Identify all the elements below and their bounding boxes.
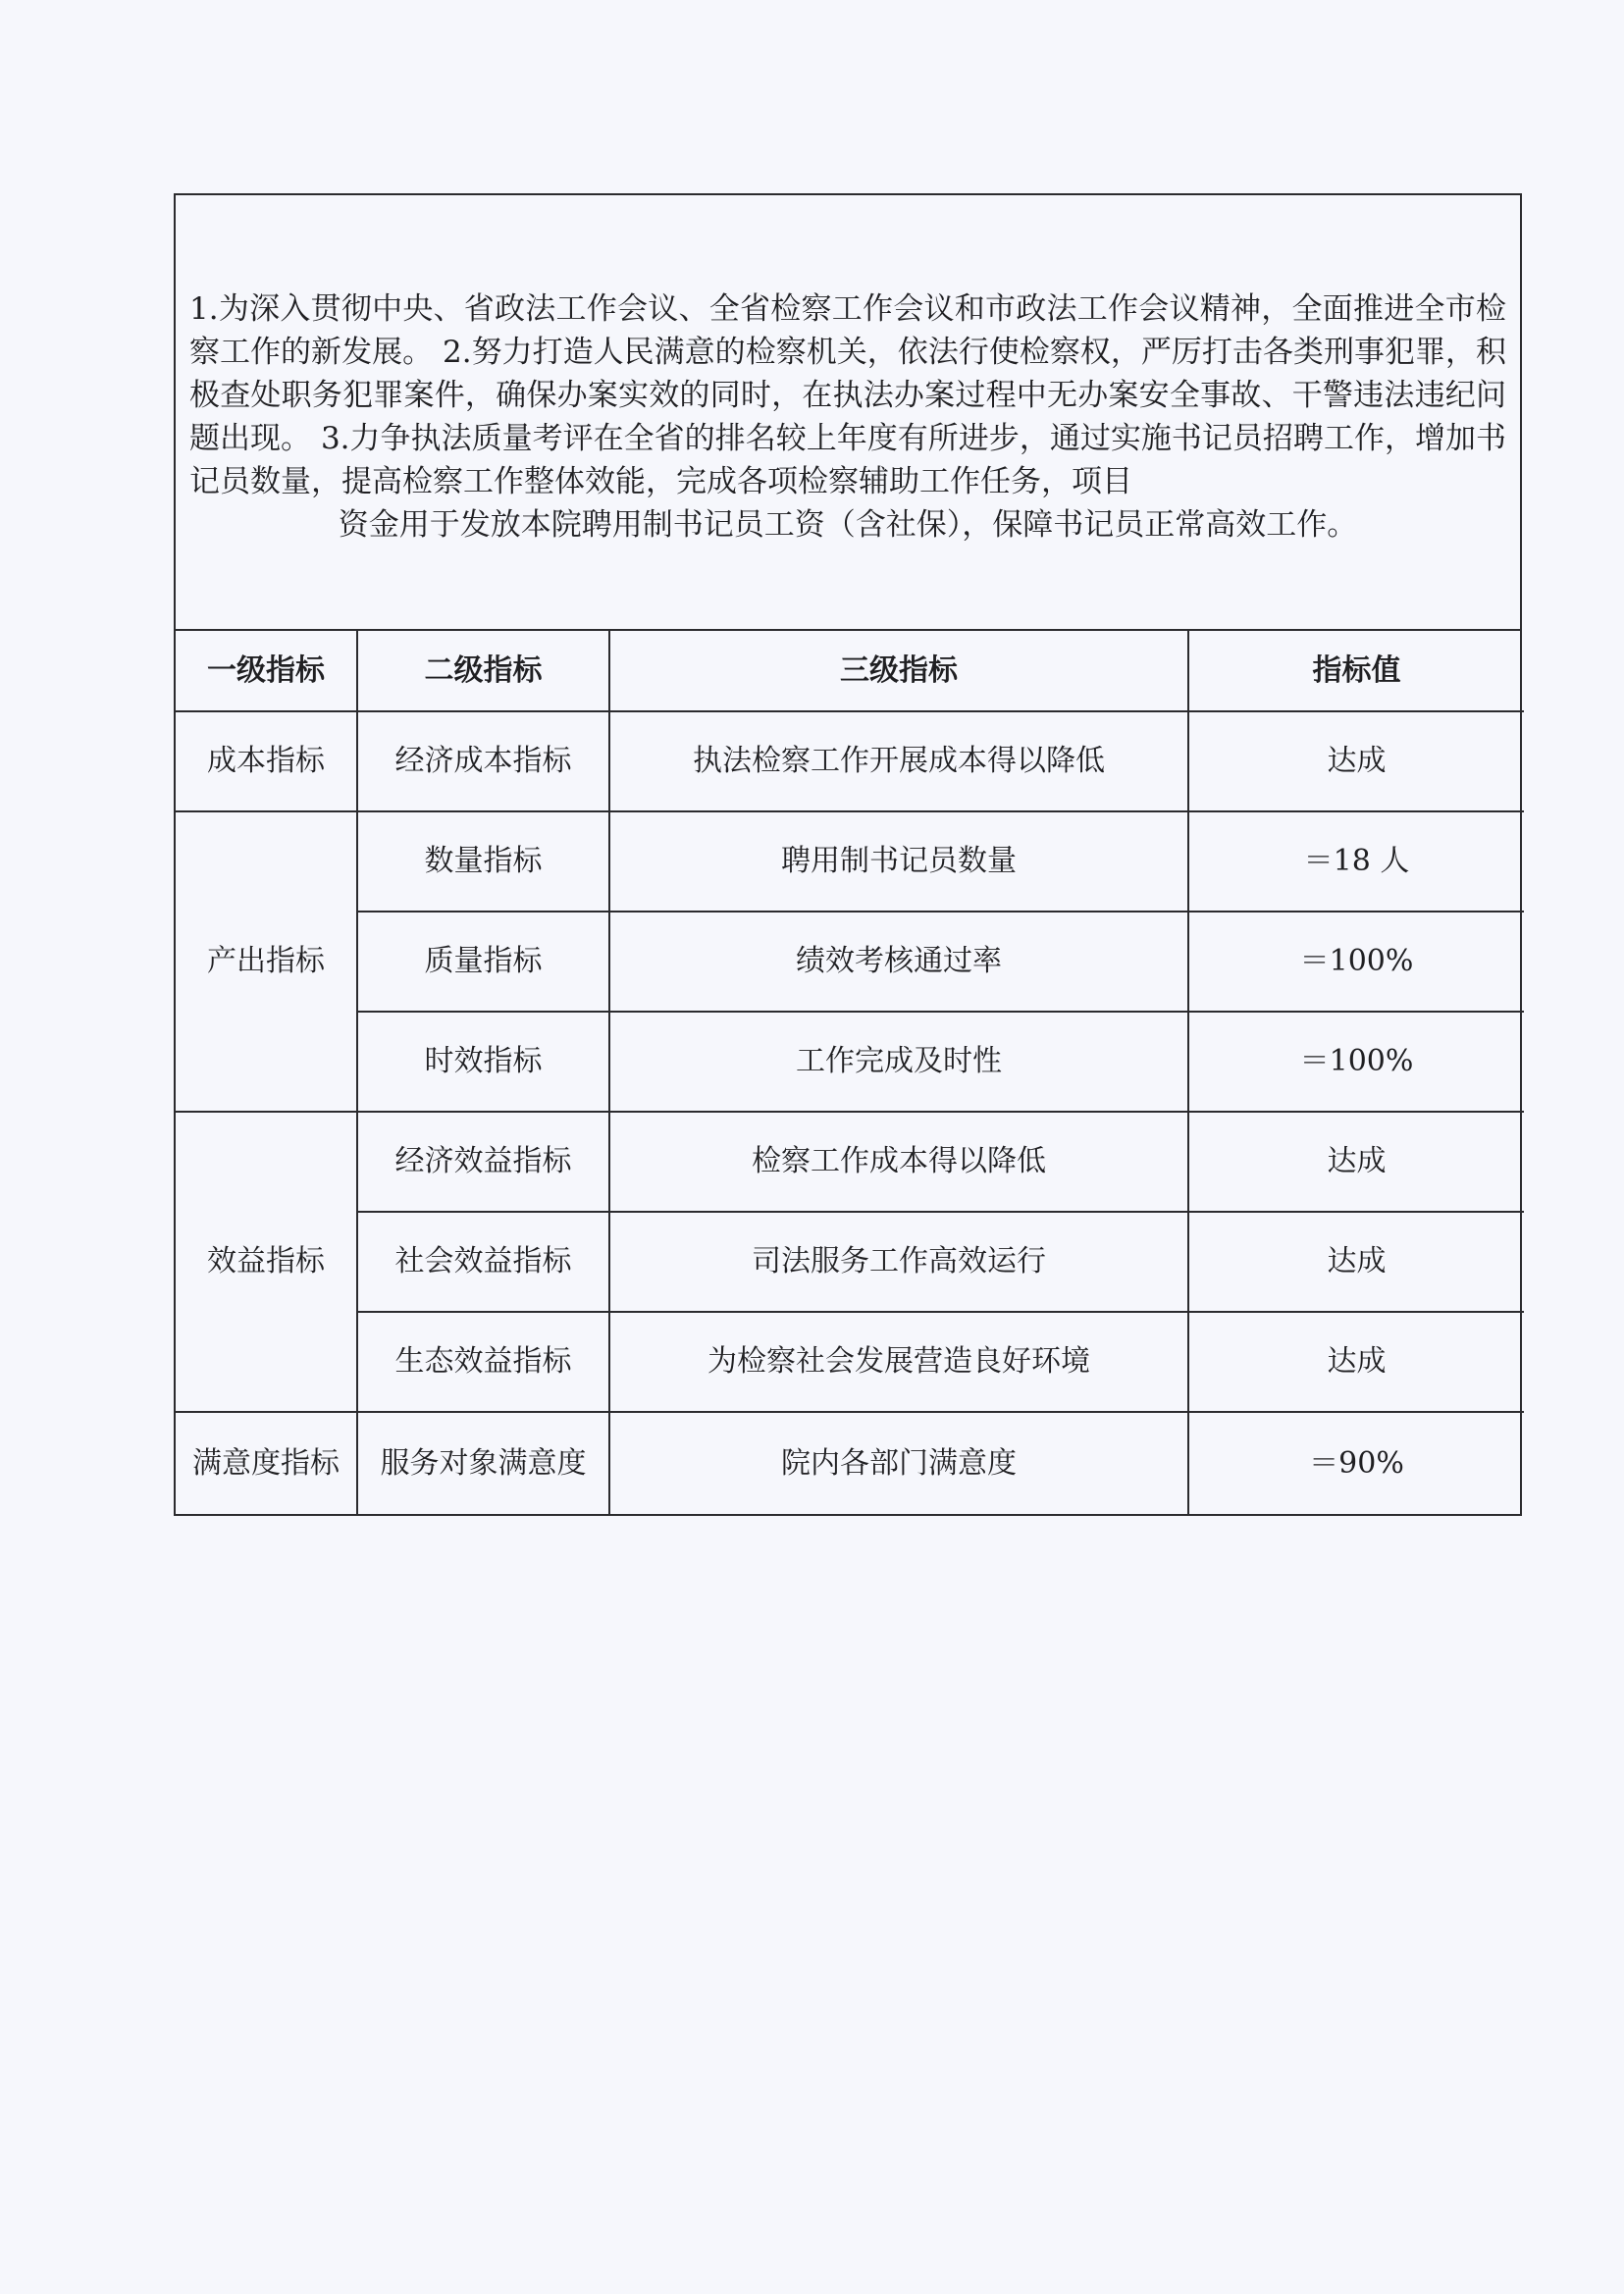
goals-description-cell [176, 195, 1520, 631]
table-header-row [176, 631, 1524, 711]
level2-cell: 数量指标 [357, 811, 609, 912]
level2-cell: 经济效益指标 [357, 1112, 609, 1212]
value-cell: 达成 [1188, 1212, 1524, 1312]
value-cell: ＝100% [1188, 1012, 1524, 1112]
level3-cell: 为检察社会发展营造良好环境 [609, 1312, 1188, 1412]
indicator-table [176, 631, 1524, 1514]
level3-cell: 司法服务工作高效运行 [609, 1212, 1188, 1312]
value-cell: 达成 [1188, 1112, 1524, 1212]
value-cell: ＝18 人 [1188, 811, 1524, 912]
goal-paragraph-2: 2.努力打造人民满意的检察机关，依法行使检察权，严厉打击各类刑事犯罪，积极查处职务犯罪案件，确保办案实效的同时，在执法办案过程中无办案安全事故、干警违法违纪问题出现。 [189, 335, 1507, 456]
group-cost: 成本指标 [176, 711, 357, 811]
level3-cell: 院内各部门满意度 [609, 1412, 1188, 1514]
table-row [176, 711, 1524, 811]
level3-cell: 绩效考核通过率 [609, 912, 1188, 1012]
header-level3: 三级指标 [609, 631, 1188, 711]
group-benefit: 效益指标 [176, 1112, 357, 1412]
performance-goals-table [174, 193, 1522, 1516]
value-cell: ＝90% [1188, 1412, 1524, 1514]
level2-cell: 质量指标 [357, 912, 609, 1012]
goal-paragraph-3-last-line: 资金用于发放本院聘用制书记员工资（含社保），保障书记员正常高效工作。 [338, 507, 1358, 543]
table-row [176, 912, 1524, 1012]
table-row [176, 1412, 1524, 1514]
level2-cell: 服务对象满意度 [357, 1412, 609, 1514]
goal-paragraph-3: 3.力争执法质量考评在全省的排名较上年度有所进步，通过实施书记员招聘工作，增加书记员数量，提高检察工作整体效能，完成各项检察辅助工作任务，项目 [189, 421, 1507, 499]
table-row [176, 1312, 1524, 1412]
level2-cell: 社会效益指标 [357, 1212, 609, 1312]
group-output: 产出指标 [176, 811, 357, 1112]
level2-cell: 经济成本指标 [357, 711, 609, 811]
group-satisfaction: 满意度指标 [176, 1412, 357, 1514]
header-level2: 二级指标 [357, 631, 609, 711]
table-row [176, 1212, 1524, 1312]
level2-cell: 生态效益指标 [357, 1312, 609, 1412]
level2-cell: 时效指标 [357, 1012, 609, 1112]
level3-cell: 聘用制书记员数量 [609, 811, 1188, 912]
header-value: 指标值 [1188, 631, 1524, 711]
value-cell: 达成 [1188, 711, 1524, 811]
goal-paragraph-1: 1.为深入贯彻中央、省政法工作会议、全省检察工作会议和市政法工作会议精神，全面推进全市检察工作的新发展。 [189, 291, 1506, 370]
table-row [176, 1012, 1524, 1112]
header-level1: 一级指标 [176, 631, 357, 711]
level3-cell: 工作完成及时性 [609, 1012, 1188, 1112]
table-row [176, 811, 1524, 912]
table-row [176, 1112, 1524, 1212]
level3-cell: 检察工作成本得以降低 [609, 1112, 1188, 1212]
value-cell: 达成 [1188, 1312, 1524, 1412]
level3-cell: 执法检察工作开展成本得以降低 [609, 711, 1188, 811]
value-cell: ＝100% [1188, 912, 1524, 1012]
